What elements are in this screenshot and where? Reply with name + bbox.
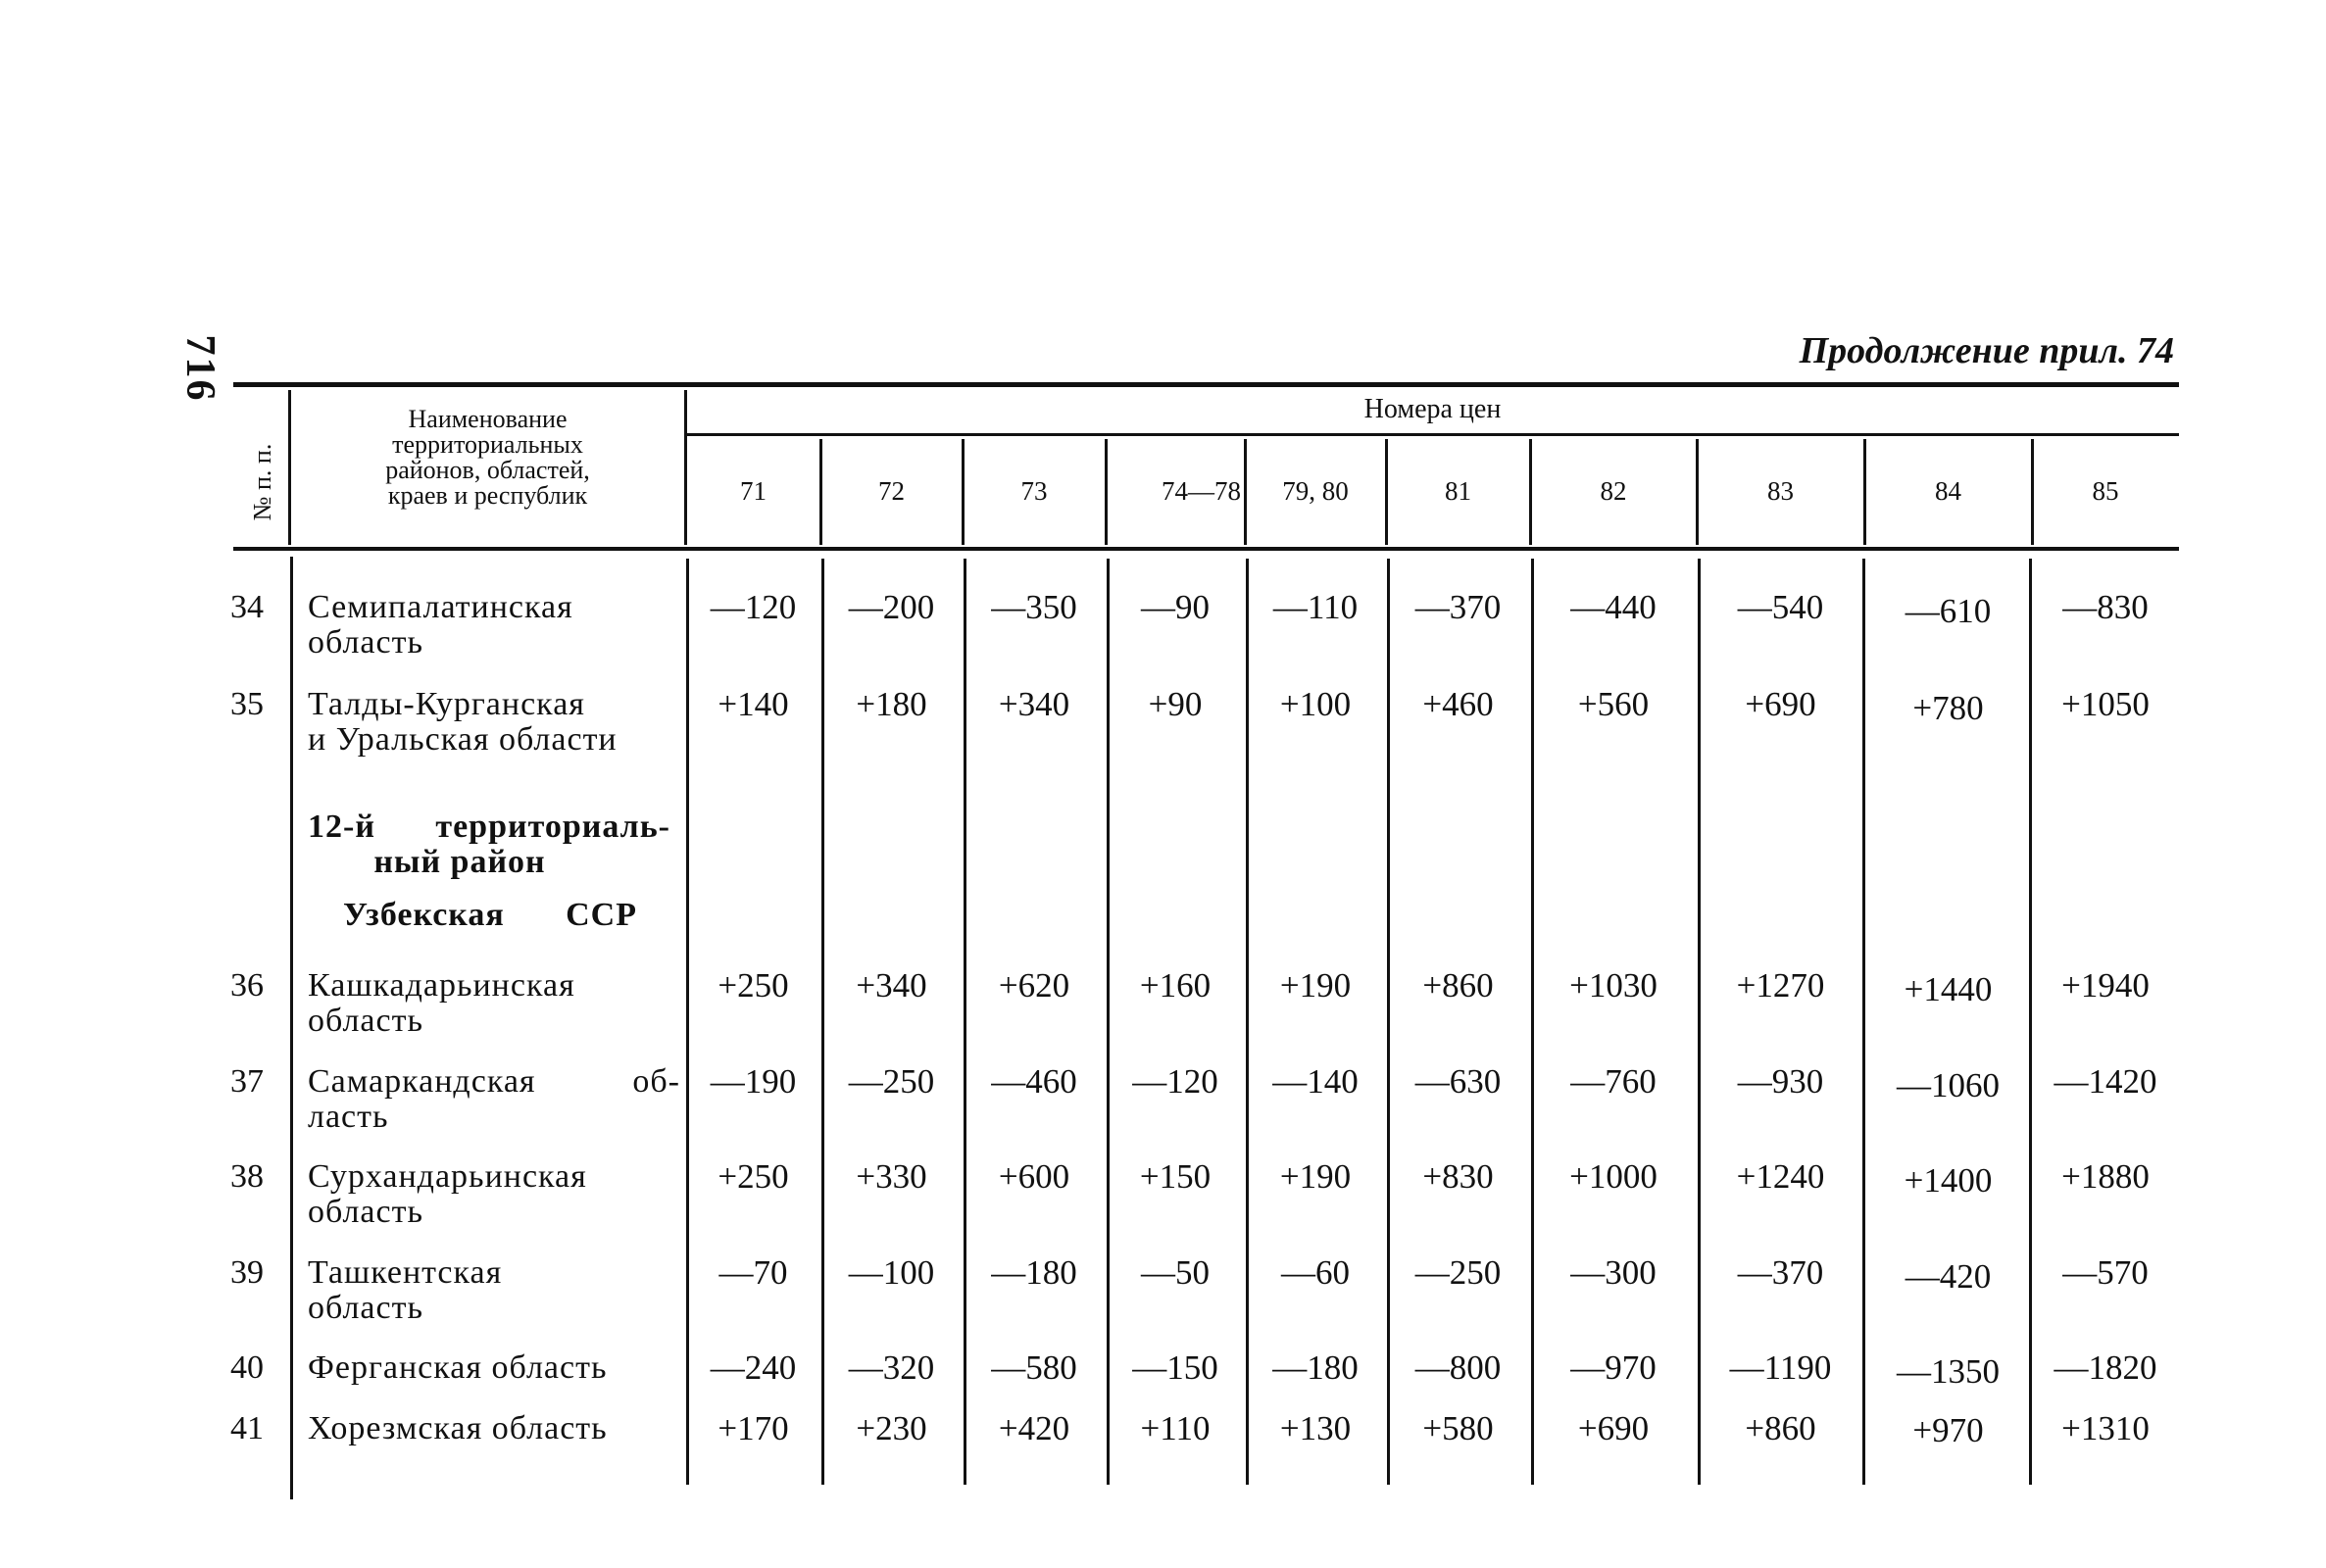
column-divider [1696, 439, 1699, 545]
row-number: 36 [230, 967, 264, 1004]
value-cell: —540 [1737, 588, 1824, 626]
value-cell: —300 [1570, 1253, 1657, 1292]
column-header: 72 [878, 475, 905, 506]
value-cell: +130 [1279, 1409, 1352, 1447]
value-cell: +560 [1577, 685, 1650, 723]
value-cell: +1030 [1569, 966, 1658, 1004]
row-number: 34 [230, 589, 264, 625]
row-number: 40 [230, 1349, 264, 1386]
region-name [308, 590, 680, 661]
row-number-header: № п. п. [248, 443, 276, 521]
value-cell: +1880 [2061, 1157, 2150, 1196]
value-cell: —580 [991, 1348, 1077, 1387]
value-cell: +180 [856, 685, 927, 723]
value-cell: +100 [1279, 685, 1352, 723]
row-number: 37 [230, 1063, 264, 1100]
value-cell: —1190 [1729, 1348, 1832, 1387]
region-name [308, 1255, 680, 1326]
value-cell: —100 [848, 1253, 935, 1292]
column-header: 83 [1767, 475, 1794, 506]
value-cell: —1060 [1897, 1066, 2000, 1104]
region-name-header-line: краев и республик [387, 481, 588, 510]
region-name-header-line: территориальных [392, 430, 583, 459]
column-divider [2031, 439, 2034, 545]
column-header: 79, 80 [1282, 475, 1349, 506]
value-cell: —150 [1132, 1348, 1218, 1387]
value-cell: —930 [1737, 1062, 1824, 1101]
value-cell: —830 [2062, 588, 2149, 626]
column-divider [962, 439, 965, 545]
value-cell: —1350 [1897, 1352, 2000, 1391]
column-divider [1863, 439, 1866, 545]
value-cell: +1310 [2061, 1409, 2150, 1447]
value-cell: +1940 [2061, 966, 2150, 1004]
value-cell: +1400 [1904, 1161, 1993, 1200]
value-cell: —50 [1141, 1253, 1210, 1292]
region-name-line: и Уральская области [308, 721, 618, 758]
value-cell: +140 [718, 685, 789, 723]
value-cell: —370 [1737, 1253, 1824, 1292]
value-cell: —760 [1570, 1062, 1657, 1101]
value-cell: —250 [1414, 1253, 1502, 1292]
column-header: 85 [2092, 475, 2119, 506]
value-cell: —110 [1272, 588, 1359, 626]
value-cell: +150 [1139, 1157, 1212, 1196]
value-cell: +860 [1745, 1409, 1816, 1447]
value-cell: +250 [718, 1157, 789, 1196]
value-cell: —370 [1414, 588, 1502, 626]
region-name-header-line: Наименование [408, 405, 568, 433]
value-cell: —570 [2062, 1253, 2149, 1292]
value-cell: —120 [710, 588, 797, 626]
value-cell: +420 [998, 1409, 1070, 1447]
value-cell: +860 [1422, 966, 1494, 1004]
column-header: 81 [1445, 475, 1471, 506]
column-header: 82 [1600, 475, 1627, 506]
column-header: 84 [1935, 475, 1961, 506]
region-name-line: область [308, 1194, 423, 1230]
region-name-line: Хорезмская область [308, 1410, 608, 1446]
column-divider [819, 439, 822, 545]
region-name [308, 968, 680, 1039]
region-name [308, 1411, 680, 1446]
column-divider [1244, 439, 1247, 545]
value-cell: +170 [718, 1409, 789, 1447]
value-cell: +90 [1148, 685, 1203, 723]
value-cell: +190 [1279, 1157, 1352, 1196]
region-name [308, 1350, 680, 1386]
region-name-header [294, 407, 681, 509]
value-cell: +190 [1279, 966, 1352, 1004]
column-divider [1385, 439, 1388, 545]
value-cell: +970 [1912, 1411, 1984, 1449]
column-header: 73 [1020, 475, 1048, 506]
column-divider [288, 390, 291, 545]
region-name-line: Самаркандская об- [308, 1063, 680, 1100]
value-cell: —630 [1414, 1062, 1502, 1101]
district-heading-line: ный район [373, 844, 546, 880]
value-cell: +690 [1745, 685, 1816, 723]
value-cell: +460 [1422, 685, 1494, 723]
value-cell: +160 [1139, 966, 1212, 1004]
region-name [308, 687, 680, 758]
header-bottom-rule [233, 547, 2179, 551]
value-cell: +250 [718, 966, 789, 1004]
value-cell: +1050 [2061, 685, 2150, 723]
column-divider [1105, 439, 1108, 545]
row-number: 39 [230, 1254, 264, 1291]
value-cell: +340 [998, 685, 1070, 723]
column-divider [684, 390, 687, 545]
value-cell: —250 [848, 1062, 935, 1101]
value-cell: +690 [1577, 1409, 1650, 1447]
value-cell: +1000 [1569, 1157, 1658, 1196]
value-cell: —460 [991, 1062, 1077, 1101]
republic-heading: Узбекская ССР [343, 897, 637, 933]
value-cell: —180 [991, 1253, 1077, 1292]
value-cell: —610 [1905, 592, 1992, 630]
value-cell: +580 [1422, 1409, 1494, 1447]
row-number: 41 [230, 1410, 264, 1446]
region-name-line: область [308, 1290, 423, 1326]
value-cell: —970 [1570, 1348, 1657, 1387]
region-name-line: Ферганская область [308, 1349, 608, 1386]
value-cell: +1240 [1736, 1157, 1825, 1196]
value-cell: —70 [718, 1253, 788, 1292]
page-number: 716 [177, 334, 223, 403]
region-name-line: область [308, 1003, 423, 1039]
region-name-line: ласть [308, 1099, 389, 1135]
value-cell: —90 [1141, 588, 1210, 626]
column-divider [290, 557, 293, 1499]
value-cell: +600 [998, 1157, 1070, 1196]
value-cell: —320 [848, 1348, 935, 1387]
region-name [308, 1159, 680, 1230]
region-name-line: область [308, 624, 423, 661]
row-number: 38 [230, 1158, 264, 1195]
value-cell: —440 [1570, 588, 1657, 626]
district-heading-line: 12-й территориаль- [308, 808, 670, 845]
value-cell: +830 [1422, 1157, 1494, 1196]
value-cell: —200 [848, 588, 935, 626]
value-cell: —180 [1272, 1348, 1359, 1387]
region-name-line: Ташкентская [308, 1254, 503, 1291]
column-divider [1529, 439, 1532, 545]
value-cell: +620 [998, 966, 1070, 1004]
region-name [308, 1064, 680, 1135]
table-top-rule [233, 382, 2179, 387]
value-cell: +230 [856, 1409, 927, 1447]
value-cell: +110 [1140, 1409, 1211, 1447]
value-cell: +1270 [1736, 966, 1825, 1004]
value-cell: +330 [856, 1157, 927, 1196]
value-cell: —140 [1272, 1062, 1359, 1101]
value-cell: —120 [1132, 1062, 1218, 1101]
region-name-line: Сурхандарьинская [308, 1158, 587, 1195]
region-name-header-line: районов, областей, [385, 456, 590, 484]
value-cell: —800 [1414, 1348, 1502, 1387]
value-cell: +340 [856, 966, 927, 1004]
value-cell: —350 [991, 588, 1077, 626]
value-cell: +1440 [1904, 970, 1993, 1008]
value-cell: —420 [1905, 1257, 1992, 1296]
value-cell: —240 [710, 1348, 797, 1387]
row-number: 35 [230, 686, 264, 722]
price-numbers-header: Номера цен [1363, 394, 1502, 424]
value-cell: —1420 [2054, 1062, 2157, 1101]
value-cell: +780 [1912, 689, 1984, 727]
region-name-line: Талды-Курганская [308, 686, 585, 722]
column-header: 74—78 [1162, 475, 1241, 506]
region-name-line: Кашкадарьинская [308, 967, 575, 1004]
value-cell: —60 [1281, 1253, 1350, 1292]
value-cell: —190 [710, 1062, 797, 1101]
region-name-line: Семипалатинская [308, 589, 573, 625]
continuation-title: Продолжение прил. 74 [1799, 330, 2174, 371]
value-cell: —1820 [2054, 1348, 2157, 1387]
column-header: 71 [740, 475, 767, 506]
